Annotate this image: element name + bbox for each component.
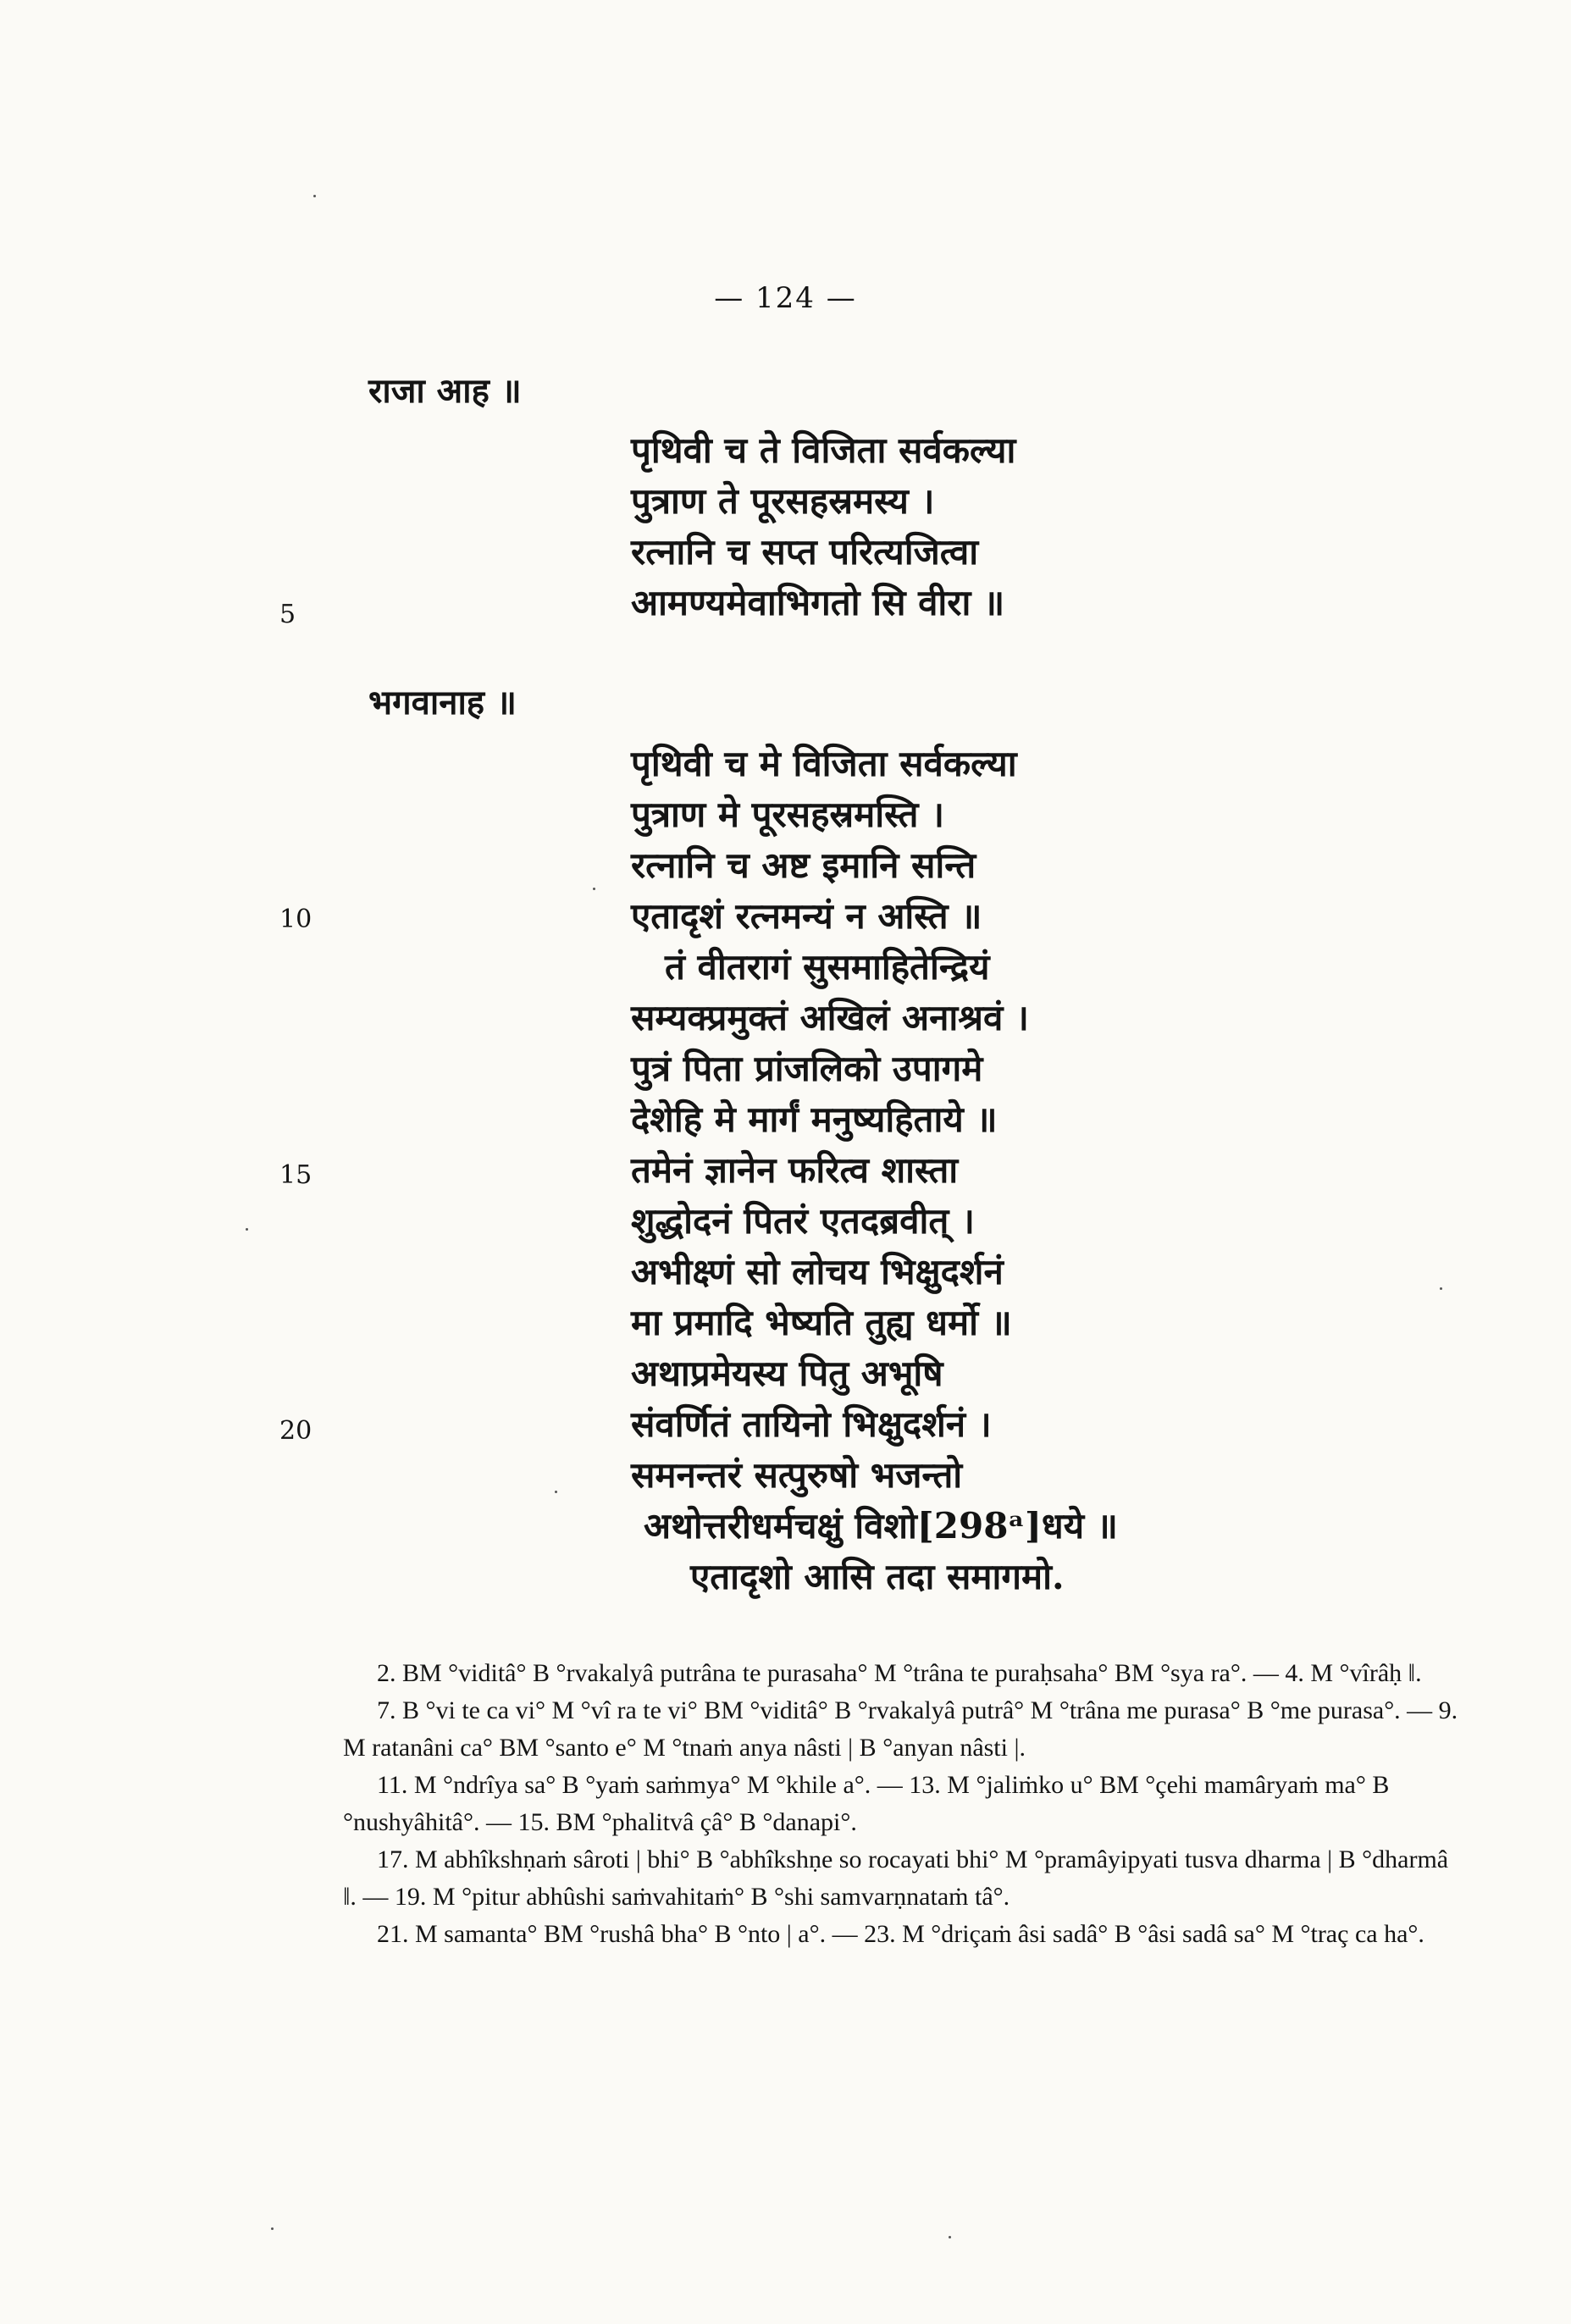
verse-line: एतादृशो आसि तदा समागमो. (690, 1556, 1065, 1597)
note-paragraph: 21. M samanta° BM °rushâ bha° B °nto | a°. — 23. M °driçaṁ âsi sadâ° B °âsi sadâ sa° M °traç ca ha°. (377, 1920, 1424, 1948)
verse-line: सम्यक्प्रमुक्तं अखिलं अनाश्रवं । (631, 997, 1029, 1038)
verse-line: पुत्राण मे पूरसहस्रमस्ति । (631, 794, 944, 835)
speaker-heading-bhagavan: भगवानाह ॥ (368, 683, 517, 722)
line-number-10: 10 (279, 905, 313, 934)
verse-block-2 (631, 739, 1118, 1602)
paper-speck (246, 1228, 248, 1231)
verse-line: अथोत्तरीधर्मचक्षुं विशो[298ᵃ]धये ॥ (644, 1505, 1118, 1547)
verse-line: अथाप्रमेयस्य पितु अभूषि (631, 1353, 943, 1394)
line-number-20: 20 (279, 1416, 313, 1446)
paper-speck (949, 2236, 951, 2238)
verse-line: पृथिवी च मे विजिता सर्वकल्या (631, 743, 1017, 784)
verse-line: तमेनं ज्ञानेन फरित्व शास्ता (631, 1149, 959, 1191)
page-number: — 124 — (714, 281, 857, 315)
verse-line: पुत्रं पिता प्रांजलिको उपागमे (631, 1048, 983, 1089)
verse-line: अभीक्ष्णं सो लोचय भिक्षुदर्शनं (631, 1251, 1004, 1292)
line-number-15: 15 (279, 1160, 313, 1190)
verse-line: एतादृशं रत्नमन्यं न अस्ति ॥ (631, 895, 982, 937)
verse-line: संवर्णितं तायिनो भिक्षुदर्शनं । (631, 1403, 992, 1445)
note-paragraph: 2. BM °viditâ° B °rvakalyâ putrâna te purasaha° M °trâna te puraḥsaha° BM °sya ra°. — 4. M °vîrâḥ ‖. (377, 1659, 1422, 1687)
verse-line: मा प्रमादि भेष्यति तुह्य धर्मो ॥ (631, 1302, 1012, 1343)
speaker-heading-king: राजा आह ॥ (368, 371, 522, 411)
verse-block-1 (631, 425, 1015, 628)
paper-speck (271, 2227, 274, 2230)
note-paragraph: 11. M °ndrîya sa° B °yaṁ saṁmya° M °khile a°. — 13. M °jaliṁko u° BM °çehi mamâryaṁ ma° B °nushyâhitâ°. — 15. BM °phalitvâ çâ° B °danapi°. (343, 1771, 1390, 1836)
paper-speck (593, 888, 595, 890)
critical-apparatus-notes (343, 1655, 1461, 1953)
verse-line: देशेहि मे मार्गं मनुष्यहिताये ॥ (631, 1098, 998, 1140)
verse-line: तं वीतरागं सुसमाहितेन्द्रियं (665, 946, 990, 988)
line-number-5: 5 (279, 600, 296, 629)
verse-line: रत्नानि च अष्ट इमानि सन्ति (631, 844, 976, 886)
verse-line: रत्नानि च सप्त परित्यजित्वा (631, 531, 979, 573)
paper-speck (555, 1491, 557, 1493)
note-paragraph: 7. B °vi te ca vi° M °vî ra te vi° BM °viditâ° B °rvakalyâ putrâ° M °trâna me purasa° B °me purasa°. — 9. M ratanâni ca° BM °santo e° M °tnaṁ anya nâsti | B °anyan nâsti |. (343, 1696, 1458, 1762)
verse-line: शुद्धोदनं पितरं एतदब्रवीत् । (631, 1200, 975, 1242)
verse-line: आमण्यमेवाभिगतो सि वीरा ॥ (631, 582, 1005, 623)
verse-line: पृथिवी च ते विजिता सर्वकल्या (631, 429, 1016, 471)
paper-speck (1440, 1287, 1442, 1290)
verse-line: समनन्तरं सत्पुरुषो भजन्तो (631, 1454, 963, 1496)
note-paragraph: 17. M abhîkshṇaṁ sâroti | bhi° B °abhîkshṇe so rocayati bhi° M °pramâyipyati tusva dharma | B °dharmâ ‖. — 19. M °pitur abhûshi saṁvahitaṁ° B °shi samvarṇnataṁ tâ°. (343, 1845, 1449, 1911)
paper-speck (313, 195, 316, 197)
verse-line: पुत्राण ते पूरसहस्रमस्य । (631, 480, 935, 522)
